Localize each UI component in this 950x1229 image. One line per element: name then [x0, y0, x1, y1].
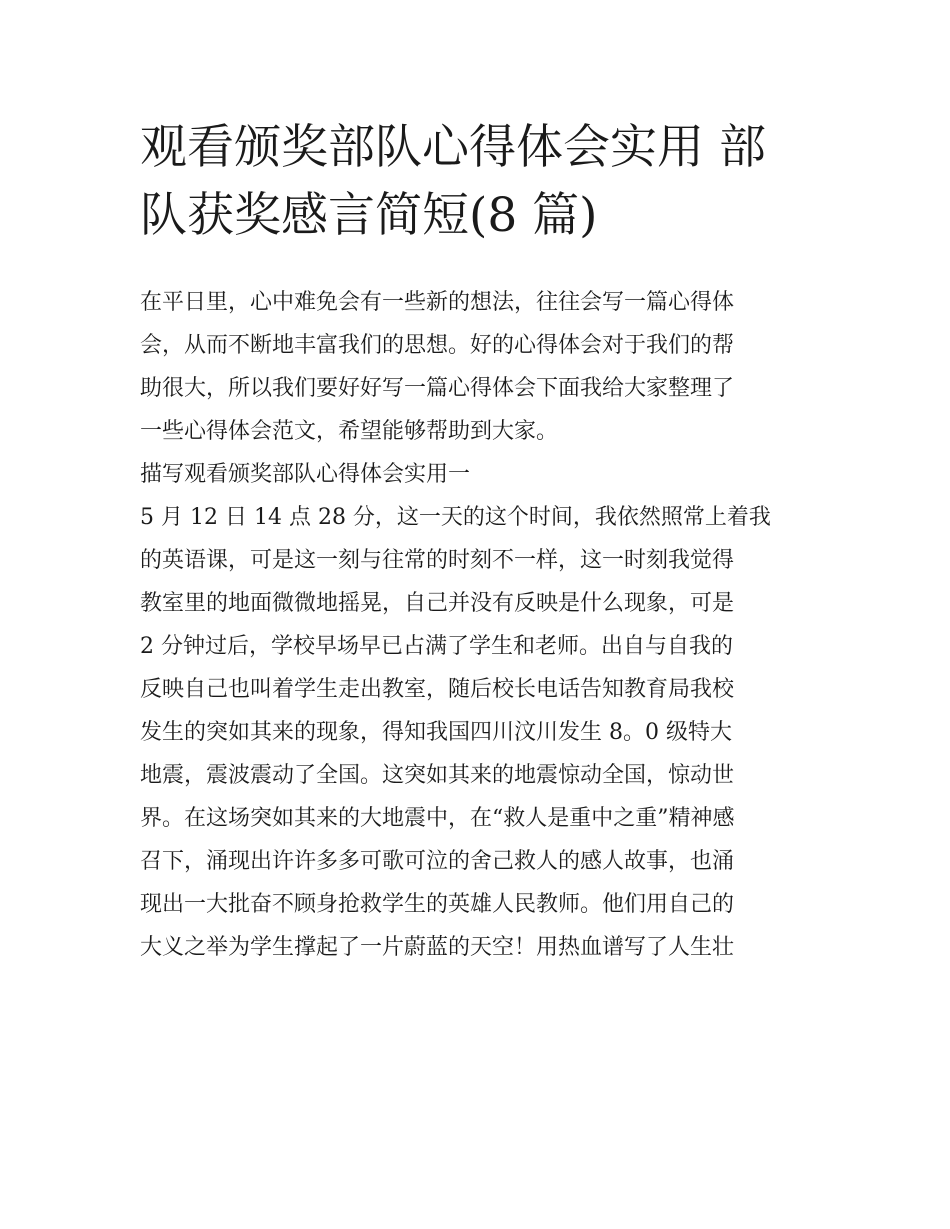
body-line: 会，从而不断地丰富我们的思想。好的心得体会对于我们的帮 — [140, 333, 735, 358]
body-line: 地震，震波震动了全国。这突如其来的地震惊动全国，惊动世 — [140, 763, 735, 788]
body-line: 召下，涌现出许许多多可歌可泣的舍己救人的感人故事，也涌 — [140, 849, 735, 874]
body-line: 2 分钟过后，学校早场早已占满了学生和老师。出自与自我的 — [140, 634, 733, 659]
body-line: 现出一大批奋不顾身抢救学生的英雄人民教师。他们用自己的 — [140, 892, 735, 917]
body-line: 5 月 12 日 14 点 28 分，这一天的这个时间，我依然照常上着我 — [140, 505, 771, 530]
body-line: 界。在这场突如其来的大地震中，在“救人是重中之重”精神感 — [140, 806, 735, 831]
section-heading: 描写观看颁奖部队心得体会实用一 — [140, 462, 471, 487]
document-body — [140, 281, 812, 969]
body-line: 大义之举为学生撑起了一片蔚蓝的天空！用热血谱写了人生壮 — [140, 935, 735, 960]
body-line: 在平日里，心中难免会有一些新的想法，往往会写一篇心得体 — [140, 290, 735, 315]
title-line-2: 队获奖感言简短(8 篇) — [140, 188, 598, 243]
body-line: 反映自己也叫着学生走出教室，随后校长电话告知教育局我校 — [140, 677, 735, 702]
document-title — [140, 114, 812, 250]
body-line: 的英语课，可是这一刻与往常的时刻不一样，这一时刻我觉得 — [140, 548, 735, 573]
body-line: 一些心得体会范文，希望能够帮助到大家。 — [140, 419, 559, 444]
body-line: 教室里的地面微微地摇晃，自己并没有反映是什么现象，可是 — [140, 591, 735, 616]
title-line-1: 观看颁奖部队心得体会实用 部 — [140, 120, 766, 175]
body-line: 助很大，所以我们要好好写一篇心得体会下面我给大家整理了 — [140, 376, 735, 401]
body-line: 发生的突如其来的现象，得知我国四川汶川发生 8。0 级特大 — [140, 720, 732, 745]
